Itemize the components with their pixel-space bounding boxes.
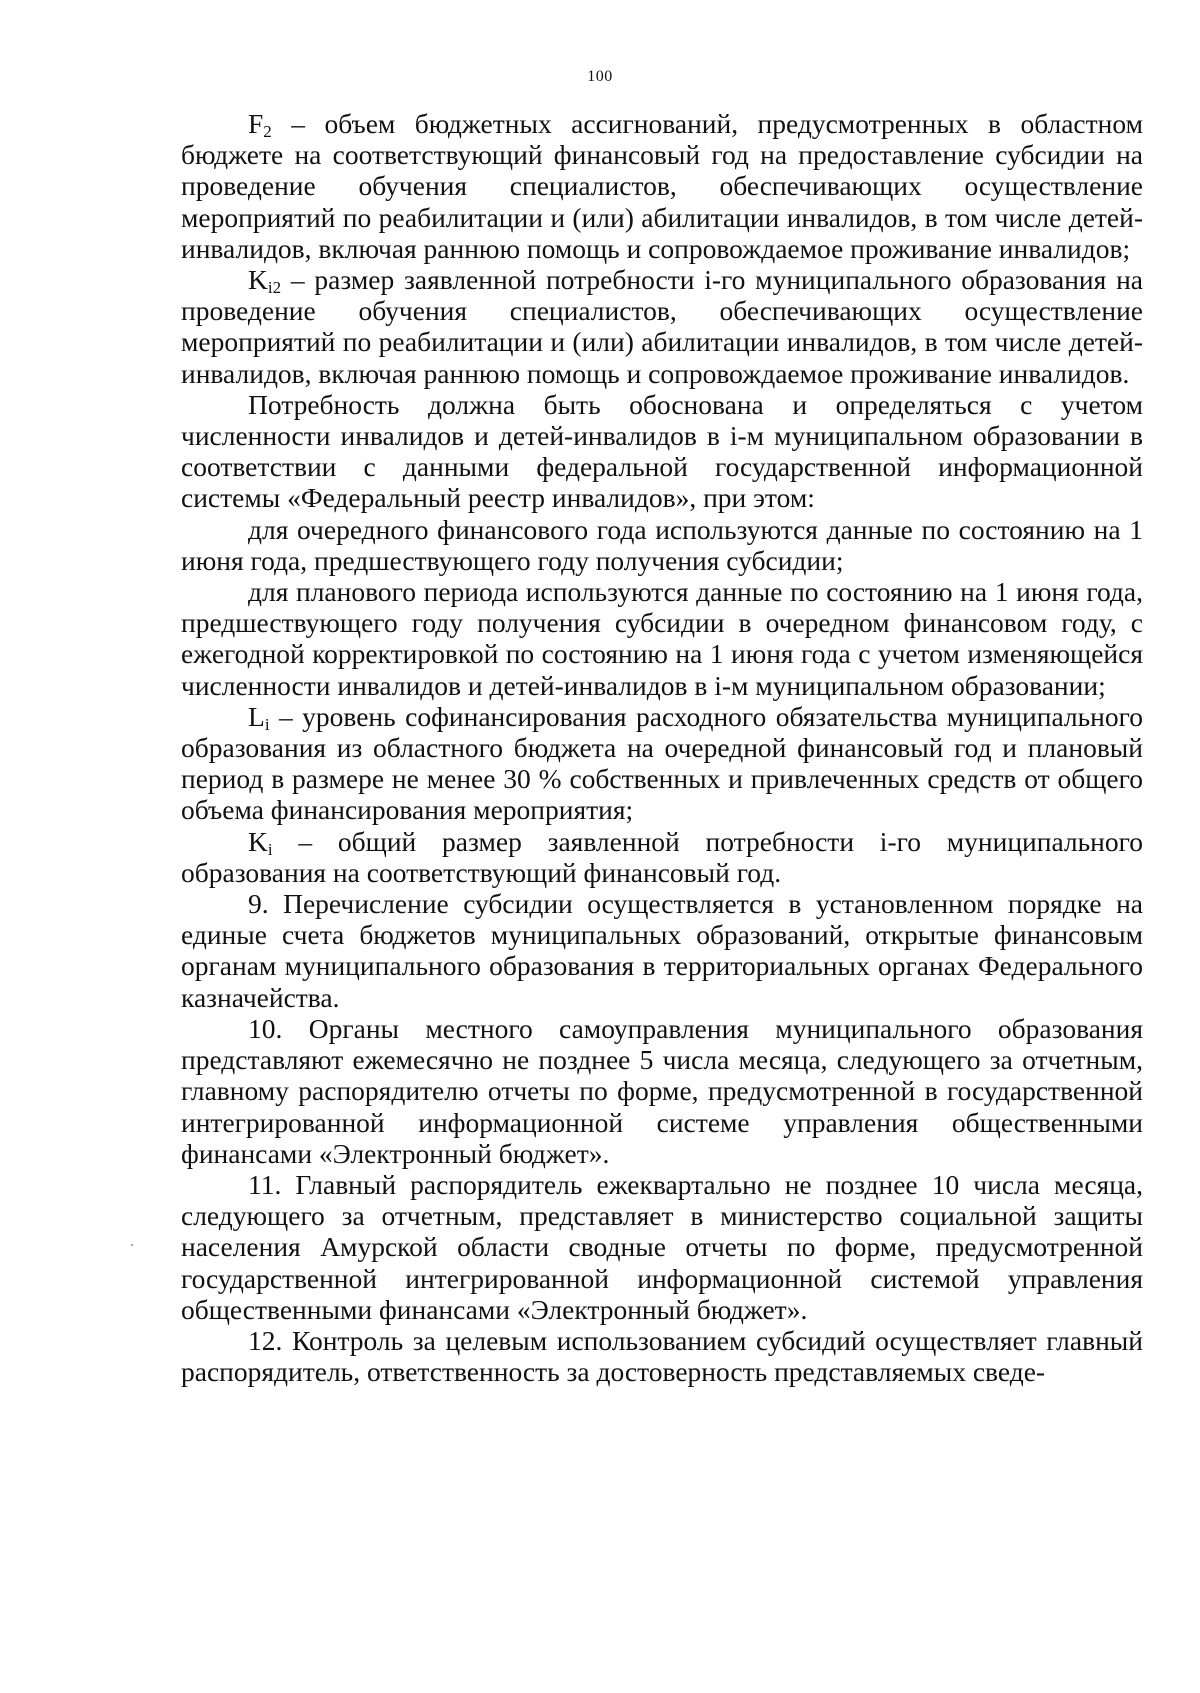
clause-10: 10. Органы местного самоуправления муниципального образования представляют ежемесячно не позднее 5 числа месяца, следующего за отчетным, главному распорядителю отчеты по форме, предусмотренной в государственной интегрированной информационной системе управления общественными финансами «Электронный бюджет». <box>181 1012 1143 1169</box>
paragraph-li-definition <box>181 701 1143 826</box>
formula-subscript: i2 <box>267 278 282 298</box>
clause-9: 9. Перечисление субсидии осуществляется в установленном порядке на единые счета бюджетов муниципальных образований, открытые финансовым органам муниципального образования в территориальных органах Федерального казначейства. <box>181 888 1143 1013</box>
paragraph-f2-definition <box>181 108 1143 264</box>
paragraph-need-justification: Потребность должна быть обоснована и определяться с учетом численности инвалидов и детей-инвалидов в i-м муниципальном образовании в соответствии с данными федеральной государственной информационной системы «Федеральный реестр инвалидов», при этом: <box>181 388 1143 514</box>
formula-symbol: F <box>248 108 264 139</box>
formula-symbol: K <box>248 825 268 857</box>
formula-subscript: 2 <box>263 122 272 141</box>
page-number: 100 <box>587 68 613 85</box>
formula-symbol: L <box>248 700 265 732</box>
formula-subscript: i <box>267 839 273 859</box>
paragraph-planning-period-data: для планового периода используются данные по состоянию на 1 июня года, предшествующего году получения субсидии в очередном финансовом году, с ежегодной корректировкой по состоянию на 1 июня года с учетом изменяющейся численности инвалидов и детей-инвалидов в i-м муниципальном образовании; <box>181 576 1143 701</box>
paragraph-text: – размер заявленной потребности i-го муниципального образования на проведение обучения специалистов, обеспечивающих осуществление мероприятий по реабилитации и (или) абилитации инвалидов, в том числе детей-инвалидов, включая раннюю помощь и сопровождаемое проживание инвалидов. <box>181 264 1143 389</box>
paragraph-current-year-data: для очередного финансового года используются данные по состоянию на 1 июня года, предшествующего году получения субсидии; <box>181 513 1143 576</box>
paragraph-ki2-definition <box>181 264 1143 389</box>
document-body <box>181 108 1143 1387</box>
paragraph-text: – объем бюджетных ассигнований, предусмотренных в областном бюджете на соответствующий финансовый год на предоставление субсидии на проведение обучения специалистов, обеспечивающих осуществление мероприятий по реабилитации и (или) абилитации инвалидов, в том числе детей-инвалидов, включая раннюю помощь и сопровождаемое проживание инвалидов; <box>181 108 1143 264</box>
paragraph-text: – уровень софинансирования расходного обязательства муниципального образования из областного бюджета на очередной финансовый год и плановый период в размере не менее 30 % собственных и привлеченных средств от общего объема финансирования мероприятия; <box>181 700 1143 826</box>
formula-symbol: K <box>248 264 268 296</box>
formula-subscript: i <box>264 714 270 734</box>
clause-11: 11. Главный распорядитель ежеквартально не позднее 10 числа месяца, следующего за отчетным, представляет в министерство социальной защиты населения Амурской области сводные отчеты по форме, предусмотренной государственной интегрированной информационной системой управления общественными финансами «Электронный бюджет». <box>181 1168 1143 1325</box>
clause-12: 12. Контроль за целевым использованием субсидий осуществляет главный распорядитель, ответственность за достоверность представляемых сведе- <box>181 1324 1143 1388</box>
paragraph-text: – общий размер заявленной потребности i-го муниципального образования на соответствующий финансовый год. <box>181 825 1143 888</box>
scan-artifact-dot <box>131 1244 133 1246</box>
paragraph-ki-definition <box>181 826 1143 888</box>
